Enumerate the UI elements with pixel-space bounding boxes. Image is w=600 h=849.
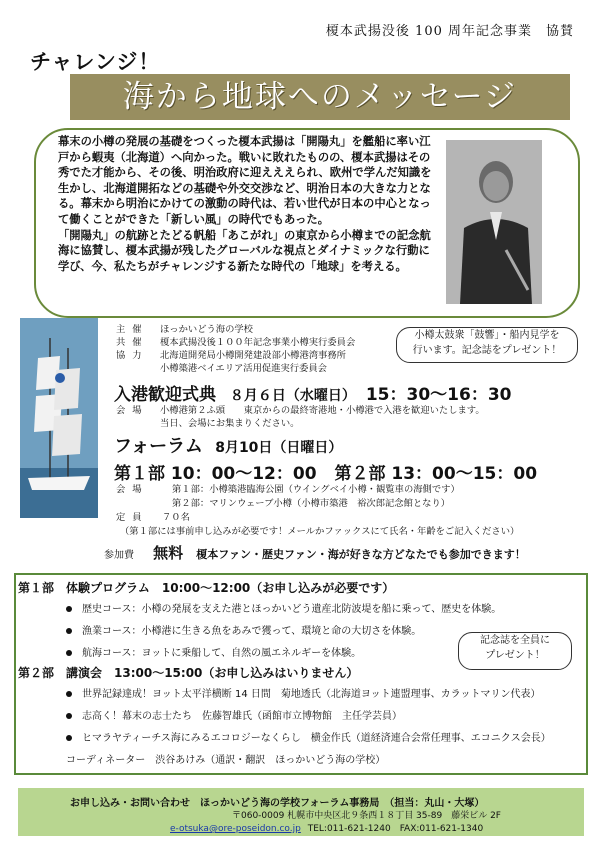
fee-row: 参加費 無料 榎本ファン・歴史ファン・海が好きな方どなたでも参加できます！ — [104, 544, 526, 562]
speech-bubble-taiko: 小樽太鼓衆「鼓響」・船内見学を 行います。記念誌をプレゼント！ — [396, 327, 578, 363]
bullet-icon — [66, 650, 72, 656]
welcome-venue-row-2: 当日、会場にお集まりください。 — [160, 418, 300, 429]
contact-heading: お申し込み・お問い合わせ ほっかいどう海の学校フォーラム事務局 （担当：丸山・大塚） — [70, 798, 485, 809]
page-title: 海から地球へのメッセージ — [122, 79, 518, 115]
bullet-icon — [66, 735, 72, 741]
intro-text — [58, 134, 438, 274]
speech-bubble-gift: 記念誌を全員に プレゼント！ — [458, 632, 572, 670]
course-history: 歴史コース：小樽の発展を支えた港とほっかいどう遺産北防波堤を船に乗って、歴史を体験。 — [66, 600, 501, 615]
email-link[interactable]: e-otsuka@ore-poseidon.co.jp — [170, 824, 301, 834]
bullet-icon — [66, 628, 72, 634]
welcome-time: 15：30～16：30 — [365, 385, 512, 405]
forum-date: 8月10日（日曜日） — [215, 440, 343, 456]
capacity-row: 定員 ７０名 — [116, 512, 190, 523]
coordinator: コーディネーター 渋谷あけみ（通訳・翻訳 ほっかいどう海の学校） — [66, 755, 386, 766]
forum-title: フォーラム — [114, 436, 203, 457]
intro-paragraph-2: 「開陽丸」の航跡とたどる帆船「あこがれ」の東京から小樽までの記念航海に協賛し、榎本武揚が残したグローバルな視点とダイナミックな行動に学び、今、私たちがチャレンジする新たな時代の「地球」を考える。 — [58, 228, 431, 273]
lecture-1: 世界記録達成！ヨット太平洋横断 14 日間 菊地透氏（北海道ヨット連盟理事、カラットマリン代表） — [66, 685, 540, 700]
part1-heading: 第１部 体験プログラム 10:00～12:00（お申し込みが必要です） — [18, 581, 395, 595]
course-fishing: 漁業コース：小樽港に生きる魚をあみで獲って、環境と命の大切さを体験。 — [66, 622, 421, 637]
bullet-icon — [66, 713, 72, 719]
bullet-icon — [66, 691, 72, 697]
fee-value: 無料 — [153, 544, 184, 562]
sponsor-line: 榎本武揚没後 100 周年記念事業 協賛 — [325, 24, 574, 39]
intro-paragraph-1: 幕末の小樽の発展の基礎をつくった榎本武揚は「開陽丸」を艦船に率い江戸から蝦夷（北海道）へ向かった。戦いに敗れたものの、榎本武揚はその秀でた才能から、その後、明治政府に迎えええられ、欧州で学んだ知識を生かし、北海道開拓などの基礎や外交交渉など、明治日本の大きな力となる。幕末から明治にかけての激動の時代は、若い世代が日本の中心となって働くことができた「新しい風」の時代でもあった。 — [58, 135, 432, 226]
contact-phone: TEL:011-621-1240 FAX:011-621-1340 — [307, 824, 484, 834]
forum-part1-time: 第１部 10：00～12：00 — [114, 464, 317, 484]
lecture-3: ヒマラヤティーチス海にみるエコロジーなくらし 横金作氏（道経済連合会常任理事、エコニクス会長） — [66, 729, 551, 744]
part2-heading: 第２部 講演会 13:00～15:00（お申し込みはいりません） — [18, 666, 359, 680]
forum-note: （第１部には事前申し込みが必要です！メールかファックスにて氏名・年齢をご記入ください） — [120, 526, 520, 537]
cohost-row: 共催 榎本武揚没後１００年記念事業小樽実行委員会 — [116, 337, 356, 348]
challenge-heading: チャレンジ！ — [30, 50, 161, 74]
host-row: 主催 ほっかいどう海の学校 — [116, 324, 253, 335]
course-sailing: 航海コース：ヨットに乗船して、自然の風エネルギーを体験。 — [66, 644, 361, 659]
forum-times — [114, 459, 537, 484]
contact-address: 〒060-0009 札幌市中央区北９条西１８丁目 35-89 藤栄ビル 2F — [232, 811, 501, 821]
forum-part2-time: 第２部 13：00～15：00 — [334, 464, 538, 484]
welcome-ceremony-line — [114, 380, 511, 405]
contact-email-phone — [170, 821, 483, 834]
forum-venue-row: 会場 第１部：小樽築港臨海公園（ウイングベイ小樽・観覧車の海側です） — [116, 484, 460, 495]
fee-note: 榎本ファン・歴史ファン・海が好きな方どなたでも参加できます！ — [196, 548, 526, 561]
lecture-2: 志高く！幕末の志士たち 佐藤智雄氏（函館市立博物館 主任学芸員） — [66, 707, 402, 722]
portrait-photo — [446, 140, 542, 304]
welcome-venue-row: 会場 小樽港第２ふ頭 東京からの最終寄港地・小樽港で入港を歓迎いたします。 — [116, 405, 485, 416]
bullet-icon — [66, 606, 72, 612]
coop-row: 協力 北海道開発局小樽開発建設部小樽港湾事務所 — [116, 350, 346, 361]
forum-venue-row-2: 第２部：マリンウェーブ小樽（小樽市築港 裕次郎記念館となり） — [172, 498, 451, 509]
welcome-title: 入港歓迎式典 — [114, 385, 216, 405]
coop-row-2: 小樽築港ベイエリア活用促進実行委員会 — [160, 363, 327, 374]
forum-line — [114, 432, 342, 458]
welcome-date: ８月６日（水曜日） — [229, 388, 356, 404]
